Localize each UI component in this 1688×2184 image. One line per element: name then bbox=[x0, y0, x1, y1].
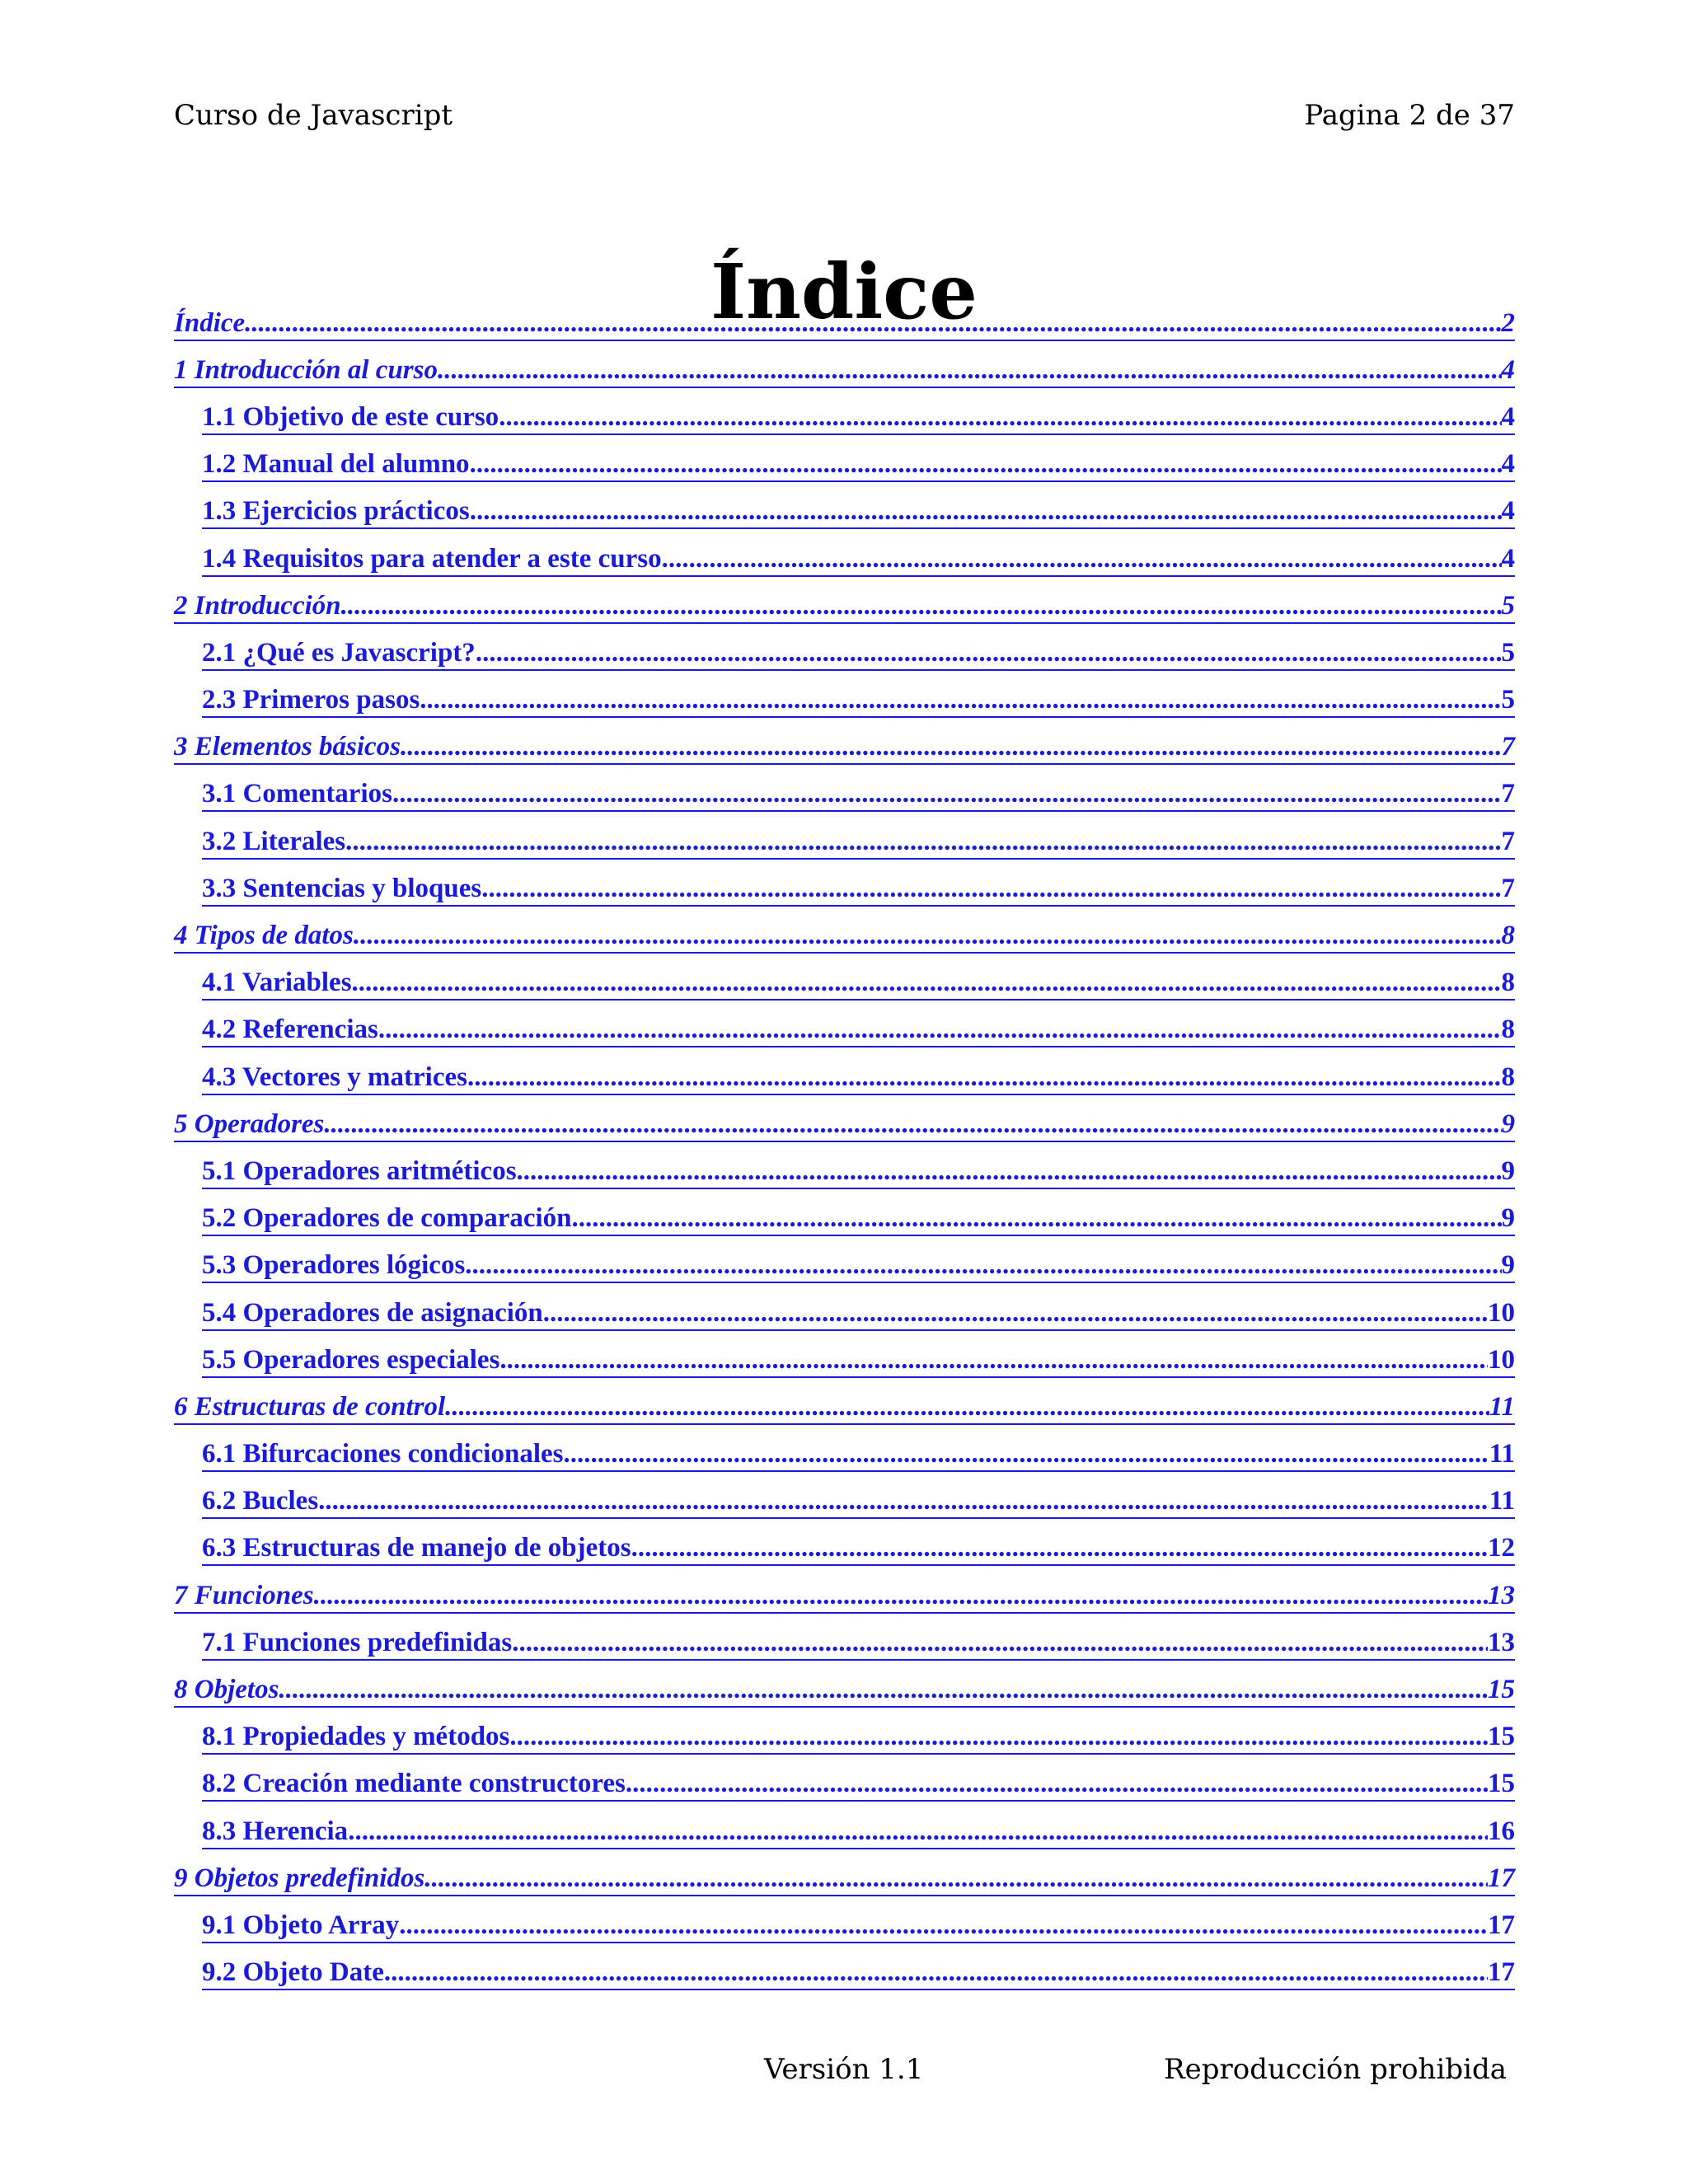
toc-dot-leader bbox=[348, 1815, 1488, 1848]
toc-page-number: 4 bbox=[1501, 401, 1515, 432]
toc-page-number: 9 bbox=[1501, 1155, 1515, 1186]
toc-entry-title: 3.1 Comentarios bbox=[202, 779, 392, 809]
toc-entry-title: 2 Introducción bbox=[174, 590, 341, 621]
toc-entry-title: 5 Operadores bbox=[174, 1108, 325, 1139]
toc-entry bbox=[174, 1950, 1515, 1997]
toc-entry bbox=[174, 1902, 1515, 1949]
toc-page-number: 5 bbox=[1501, 590, 1515, 621]
toc-entry bbox=[174, 724, 1515, 771]
toc-entry-title: 8.1 Propiedades y métodos bbox=[202, 1722, 510, 1752]
toc-dot-leader bbox=[662, 542, 1502, 575]
toc-section-link[interactable] bbox=[202, 1531, 1515, 1566]
toc-entry-title: 3.2 Literales bbox=[202, 826, 346, 856]
toc-page-number: 4 bbox=[1501, 354, 1515, 385]
toc-entry bbox=[174, 1432, 1515, 1479]
toc-dot-leader bbox=[438, 354, 1502, 387]
toc-entry bbox=[174, 1196, 1515, 1243]
toc-entry-title: 7.1 Funciones predefinidas bbox=[202, 1627, 513, 1657]
toc-dot-leader bbox=[481, 872, 1501, 905]
page-header-right: Pagina 2 de 37 bbox=[1304, 99, 1515, 132]
toc-dot-leader bbox=[318, 1484, 1489, 1517]
toc-entry bbox=[174, 347, 1515, 394]
toc-entry-title: 4 Tipos de datos bbox=[174, 921, 354, 951]
toc-page-number: 9 bbox=[1501, 1108, 1515, 1139]
toc-section-link[interactable] bbox=[202, 872, 1515, 907]
toc-chapter-link[interactable] bbox=[174, 354, 1515, 388]
toc-page-number: 4 bbox=[1501, 449, 1515, 480]
toc-section-link[interactable] bbox=[202, 1013, 1515, 1047]
toc-entry bbox=[174, 1666, 1515, 1713]
toc-page-number: 4 bbox=[1501, 496, 1515, 527]
toc-entry-title: 6 Estructuras de control bbox=[174, 1391, 446, 1422]
toc-section-link[interactable] bbox=[202, 825, 1515, 860]
toc-page-number: 2 bbox=[1501, 307, 1515, 338]
toc-section-link[interactable] bbox=[202, 1626, 1515, 1661]
toc-entry-title: 8 Objetos bbox=[174, 1675, 279, 1705]
toc-entry-title: 5.4 Operadores de asignación bbox=[202, 1297, 543, 1328]
toc-dot-leader bbox=[563, 1437, 1489, 1470]
toc-entry bbox=[174, 1384, 1515, 1431]
toc-entry-title: 4.2 Referencias bbox=[202, 1015, 378, 1045]
toc-entry bbox=[174, 771, 1515, 818]
toc-dot-leader bbox=[345, 825, 1501, 858]
toc-entry bbox=[174, 1714, 1515, 1761]
toc-section-link[interactable] bbox=[202, 1767, 1515, 1802]
toc-entry-title: 6.3 Estructuras de manejo de objetos bbox=[202, 1533, 631, 1563]
toc-entry bbox=[174, 1479, 1515, 1526]
toc-dot-leader bbox=[470, 494, 1502, 527]
toc-dot-leader bbox=[626, 1767, 1488, 1800]
toc-chapter-link[interactable] bbox=[174, 730, 1515, 765]
toc-entry-title: 9.2 Objeto Date bbox=[202, 1957, 384, 1988]
toc-dot-leader bbox=[399, 1909, 1488, 1942]
toc-entry bbox=[174, 1054, 1515, 1101]
toc-section-link[interactable] bbox=[202, 1296, 1515, 1331]
toc-chapter-link[interactable] bbox=[174, 589, 1515, 624]
toc-section-link[interactable] bbox=[202, 966, 1515, 1001]
toc-page-number: 5 bbox=[1501, 685, 1515, 715]
toc-dot-leader bbox=[354, 919, 1502, 952]
toc-entry bbox=[174, 1101, 1515, 1148]
toc-page-number: 10 bbox=[1488, 1344, 1515, 1375]
toc-dot-leader bbox=[465, 1249, 1501, 1282]
toc-dot-leader bbox=[401, 730, 1501, 763]
toc-section-link[interactable] bbox=[202, 636, 1515, 671]
toc-entry bbox=[174, 818, 1515, 865]
toc-dot-leader bbox=[499, 401, 1501, 434]
toc-page-number: 17 bbox=[1488, 1863, 1515, 1893]
toc-section-link[interactable] bbox=[202, 1202, 1515, 1236]
toc-entry bbox=[174, 1855, 1515, 1902]
toc-section-link[interactable] bbox=[202, 1061, 1515, 1095]
toc-entry-title: 9 Objetos predefinidos bbox=[174, 1863, 425, 1893]
toc-page-number: 17 bbox=[1488, 1957, 1515, 1988]
toc-dot-leader bbox=[378, 1013, 1502, 1046]
toc-entry bbox=[174, 630, 1515, 677]
toc-page-number: 16 bbox=[1488, 1816, 1515, 1846]
toc-section-link[interactable] bbox=[202, 1155, 1515, 1189]
toc-section-link[interactable] bbox=[202, 401, 1515, 435]
toc-dot-leader bbox=[341, 589, 1502, 622]
toc-dot-leader bbox=[512, 1626, 1488, 1659]
toc-chapter-link[interactable] bbox=[174, 1108, 1515, 1142]
toc-entry bbox=[174, 583, 1515, 630]
toc-page-number: 7 bbox=[1501, 732, 1515, 762]
toc-page-number: 13 bbox=[1488, 1627, 1515, 1657]
toc-entry bbox=[174, 1761, 1515, 1808]
toc-dot-leader bbox=[467, 1061, 1502, 1094]
toc-dot-leader bbox=[517, 1155, 1502, 1188]
toc-entry bbox=[174, 536, 1515, 583]
toc-dot-leader bbox=[392, 777, 1502, 810]
toc-dot-leader bbox=[352, 966, 1502, 999]
toc-entry-title: Índice bbox=[174, 307, 246, 338]
toc-page-number: 9 bbox=[1501, 1203, 1515, 1234]
toc-entry bbox=[174, 865, 1515, 912]
toc-entry bbox=[174, 677, 1515, 724]
toc-section-link[interactable] bbox=[202, 1484, 1515, 1519]
toc-section-link[interactable] bbox=[202, 777, 1515, 812]
toc-dot-leader bbox=[279, 1673, 1488, 1706]
toc-section-link[interactable] bbox=[202, 683, 1515, 718]
toc-page-number: 15 bbox=[1488, 1769, 1515, 1799]
toc-page-number: 8 bbox=[1501, 968, 1515, 998]
toc-page-number: 4 bbox=[1501, 543, 1515, 574]
toc-entry-title: 1.4 Requisitos para atender a este curso bbox=[202, 543, 662, 574]
toc-section-link[interactable] bbox=[202, 1720, 1515, 1755]
toc-page-number: 15 bbox=[1488, 1722, 1515, 1752]
toc-section-link[interactable] bbox=[202, 1437, 1515, 1472]
toc-entry-title: 1.1 Objetivo de este curso bbox=[202, 401, 499, 432]
toc-dot-leader bbox=[424, 1862, 1488, 1895]
toc-page-number: 10 bbox=[1488, 1297, 1515, 1328]
toc-dot-leader bbox=[384, 1956, 1488, 1989]
page-footer-version: Versión 1.1 bbox=[764, 2053, 924, 2086]
toc-entry bbox=[174, 912, 1515, 959]
toc-entry-title: 5.5 Operadores especiales bbox=[202, 1344, 500, 1375]
toc-entry-title: 4.3 Vectores y matrices bbox=[202, 1062, 467, 1092]
toc-dot-leader bbox=[445, 1390, 1489, 1423]
toc-entry-title: 8.3 Herencia bbox=[202, 1816, 349, 1846]
toc-entry-title: 5.2 Operadores de comparación bbox=[202, 1203, 572, 1234]
toc-dot-leader bbox=[543, 1296, 1488, 1329]
toc-section-link[interactable] bbox=[202, 542, 1515, 577]
toc-entry bbox=[174, 1526, 1515, 1572]
toc-entry-title: 1.3 Ejercicios prácticos bbox=[202, 496, 470, 527]
toc-page-number: 7 bbox=[1501, 873, 1515, 903]
toc-entry-title: 2.3 Primeros pasos bbox=[202, 685, 420, 715]
toc-entry bbox=[174, 442, 1515, 489]
toc-dot-leader bbox=[245, 307, 1501, 340]
toc-page-number: 9 bbox=[1501, 1250, 1515, 1281]
toc-entry bbox=[174, 1337, 1515, 1384]
toc-dot-leader bbox=[509, 1720, 1488, 1753]
toc-entry-title: 4.1 Variables bbox=[202, 968, 352, 998]
table-of-contents bbox=[174, 300, 1515, 1997]
toc-chapter-link[interactable] bbox=[174, 307, 1515, 341]
toc-entry-title: 1 Introducción al curso bbox=[174, 354, 438, 385]
toc-section-link[interactable] bbox=[202, 448, 1515, 482]
toc-section-link[interactable] bbox=[202, 1815, 1515, 1849]
toc-page-number: 5 bbox=[1501, 637, 1515, 668]
toc-entry-title: 5.1 Operadores aritméticos bbox=[202, 1155, 517, 1186]
toc-entry-title: 6.1 Bifurcaciones condicionales bbox=[202, 1439, 564, 1469]
toc-entry-title: 7 Funciones bbox=[174, 1580, 314, 1610]
toc-entry bbox=[174, 1243, 1515, 1290]
toc-page-number: 8 bbox=[1501, 1062, 1515, 1092]
toc-page-number: 7 bbox=[1501, 779, 1515, 809]
toc-entry bbox=[174, 1148, 1515, 1195]
toc-page-number: 17 bbox=[1488, 1910, 1515, 1940]
toc-dot-leader bbox=[476, 636, 1502, 669]
toc-entry-title: 8.2 Creación mediante constructores bbox=[202, 1769, 626, 1799]
toc-page-number: 8 bbox=[1501, 1015, 1515, 1045]
page-title: Índice bbox=[710, 246, 978, 336]
toc-entry-title: 6.2 Bucles bbox=[202, 1486, 319, 1516]
toc-entry bbox=[174, 1290, 1515, 1337]
toc-dot-leader bbox=[324, 1108, 1501, 1141]
toc-entry bbox=[174, 489, 1515, 536]
toc-dot-leader bbox=[314, 1579, 1488, 1612]
toc-page-number: 15 bbox=[1488, 1675, 1515, 1705]
toc-dot-leader bbox=[631, 1531, 1488, 1564]
toc-page-number: 8 bbox=[1501, 921, 1515, 951]
toc-dot-leader bbox=[470, 448, 1502, 480]
toc-page-number: 11 bbox=[1489, 1439, 1515, 1469]
toc-entry bbox=[174, 1619, 1515, 1666]
toc-dot-leader bbox=[499, 1343, 1488, 1376]
toc-entry bbox=[174, 1007, 1515, 1054]
toc-entry-title: 1.2 Manual del alumno bbox=[202, 449, 470, 480]
toc-chapter-link[interactable] bbox=[174, 1390, 1515, 1425]
page-footer-notice: Reproducción prohibida bbox=[1164, 2053, 1507, 2086]
toc-chapter-link[interactable] bbox=[174, 1673, 1515, 1708]
toc-dot-leader bbox=[572, 1202, 1502, 1235]
toc-entry bbox=[174, 300, 1515, 347]
page-header-left: Curso de Javascript bbox=[174, 99, 453, 132]
toc-page-number: 11 bbox=[1489, 1486, 1515, 1516]
toc-entry-title: 5.3 Operadores lógicos bbox=[202, 1250, 466, 1281]
toc-dot-leader bbox=[420, 683, 1501, 716]
toc-entry bbox=[174, 1572, 1515, 1619]
toc-page-number: 13 bbox=[1488, 1580, 1515, 1610]
toc-section-link[interactable] bbox=[202, 1909, 1515, 1943]
toc-entry bbox=[174, 394, 1515, 441]
toc-entry-title: 3 Elementos básicos bbox=[174, 732, 401, 762]
toc-entry-title: 3.3 Sentencias y bloques bbox=[202, 873, 482, 903]
toc-entry-title: 2.1 ¿Qué es Javascript? bbox=[202, 637, 476, 668]
toc-page-number: 12 bbox=[1488, 1533, 1515, 1563]
toc-section-link[interactable] bbox=[202, 1249, 1515, 1283]
toc-entry-title: 9.1 Objeto Array bbox=[202, 1910, 400, 1940]
toc-chapter-link[interactable] bbox=[174, 1579, 1515, 1614]
toc-page-number: 11 bbox=[1489, 1391, 1515, 1422]
toc-section-link[interactable] bbox=[202, 1343, 1515, 1378]
toc-entry bbox=[174, 960, 1515, 1007]
toc-page-number: 7 bbox=[1501, 826, 1515, 856]
toc-entry bbox=[174, 1808, 1515, 1855]
toc-chapter-link[interactable] bbox=[174, 919, 1515, 954]
toc-chapter-link[interactable] bbox=[174, 1862, 1515, 1896]
toc-section-link[interactable] bbox=[202, 1956, 1515, 1990]
toc-section-link[interactable] bbox=[202, 494, 1515, 529]
